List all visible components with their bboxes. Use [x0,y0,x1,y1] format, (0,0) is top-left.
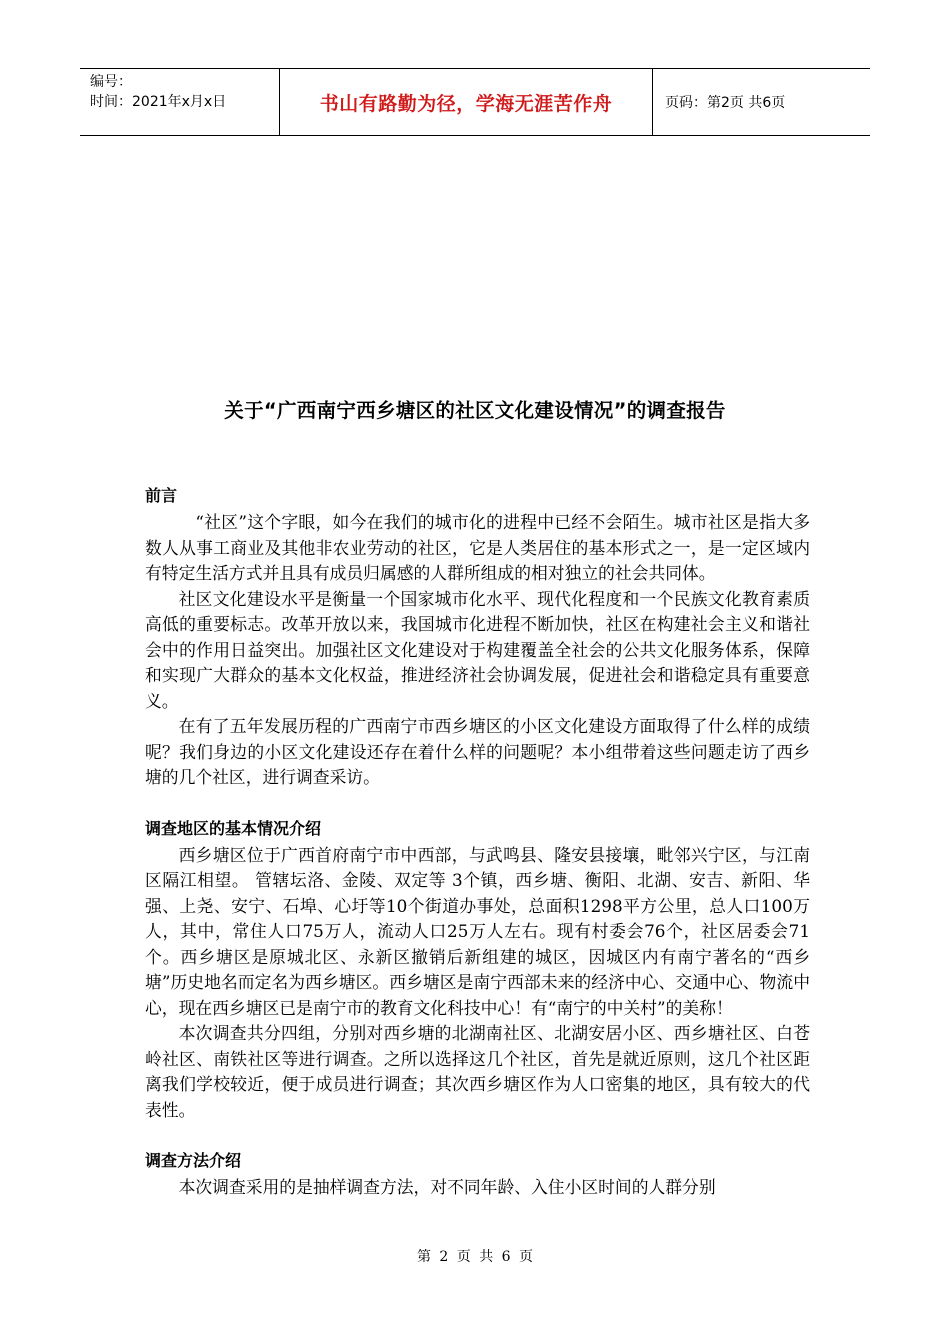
page-header [80,68,870,136]
section-area-overview [145,815,810,1124]
section-method [145,1147,810,1201]
paragraph: 本次调查共分四组，分别对西乡塘的北湖南社区、北湖安居小区、西乡塘社区、白苍岭社区、南铁社区等进行调查。之所以选择这几个社区，首先是就近原则，这几个社区距离我们学校较近，便于成员进行调查；其次西乡塘区作为人口密集的地区，具有较大的代表性。 [145,1023,810,1120]
document-title: 关于“广西南宁西乡塘区的社区文化建设情况”的调查报告 [224,399,726,422]
header-motto: 书山有路勤为径，学海无涯苦作舟 [280,69,653,135]
date-label: 时间：2021年x月x日 [90,94,227,110]
paragraph: 在有了五年发展历程的广西南宁市西乡塘区的小区文化建设方面取得了什么样的成绩呢？我们身边的小区文化建设还存在着什么样的问题呢？本小组带着这些问题走访了西乡塘的几个社区，进行调查采访。 [145,716,810,787]
paragraph: 本次调查采用的是抽样调查方法，对不同年龄、入住小区时间的人群分别 [178,1177,716,1197]
header-page-info: 页码：第2页 共6页 [665,95,786,111]
number-label: 编号： [90,74,132,90]
paragraph: 社区文化建设水平是衡量一个国家城市化水平、现代化程度和一个民族文化教育素质高低的重要标志。改革开放以来，我国城市化进程不断加快，社区在构建社会主义和谐社会中的作用日益突出。加强社区文化建设对于构建覆盖全社会的公共文化服务体系，保障和实现广大群众的基本文化权益，推进经济社会协调发展，促进社会和谐稳定具有重要意义。 [145,588,810,711]
section-heading: 调查地区的基本情况介绍 [145,818,322,838]
section-heading: 前言 [145,486,178,505]
section-heading: 调查方法介绍 [145,1151,242,1170]
section-preface [145,482,810,791]
paragraph: 西乡塘区位于广西首府南宁市中西部，与武鸣县、隆安县接壤，毗邻兴宁区，与江南区隔江相望。 管辖坛洛、金陵、双定等 3个镇，西乡塘、衡阳、北湖、安吉、新阳、华强、上尧、安宁、石埠、心圩等10个街道办事处，总面积1298平方公里，总人口100万人，其中，常住人口75万人，流动人口25万人左右。现有村委会76个，社区居委会71个。西乡塘区是原城北区、永新区撤销后新组建的城区，因城区内有南宁著名的“西乡塘”历史地名而定名为西乡塘区。西乡塘区是南宁西部未来的经济中心、交通中心、物流中心，现在西乡塘区已是南宁市的教育文化科技中心！有“南宁的中关村”的美称！ [145,844,810,1018]
paragraph: “社区”这个字眼，如今在我们的城市化的进程中已经不会陌生。城市社区是指大多数人从事工商业及其他非农业劳动的社区，它是人类居住的基本形式之一，是一定区域内有特定生活方式并且具有成员归属感的人群所组成的相对独立的社会共同体。 [145,512,810,583]
page-footer: 第 2 页 共 6 页 [416,1249,534,1265]
document-body [145,482,810,1201]
header-meta [80,69,280,135]
